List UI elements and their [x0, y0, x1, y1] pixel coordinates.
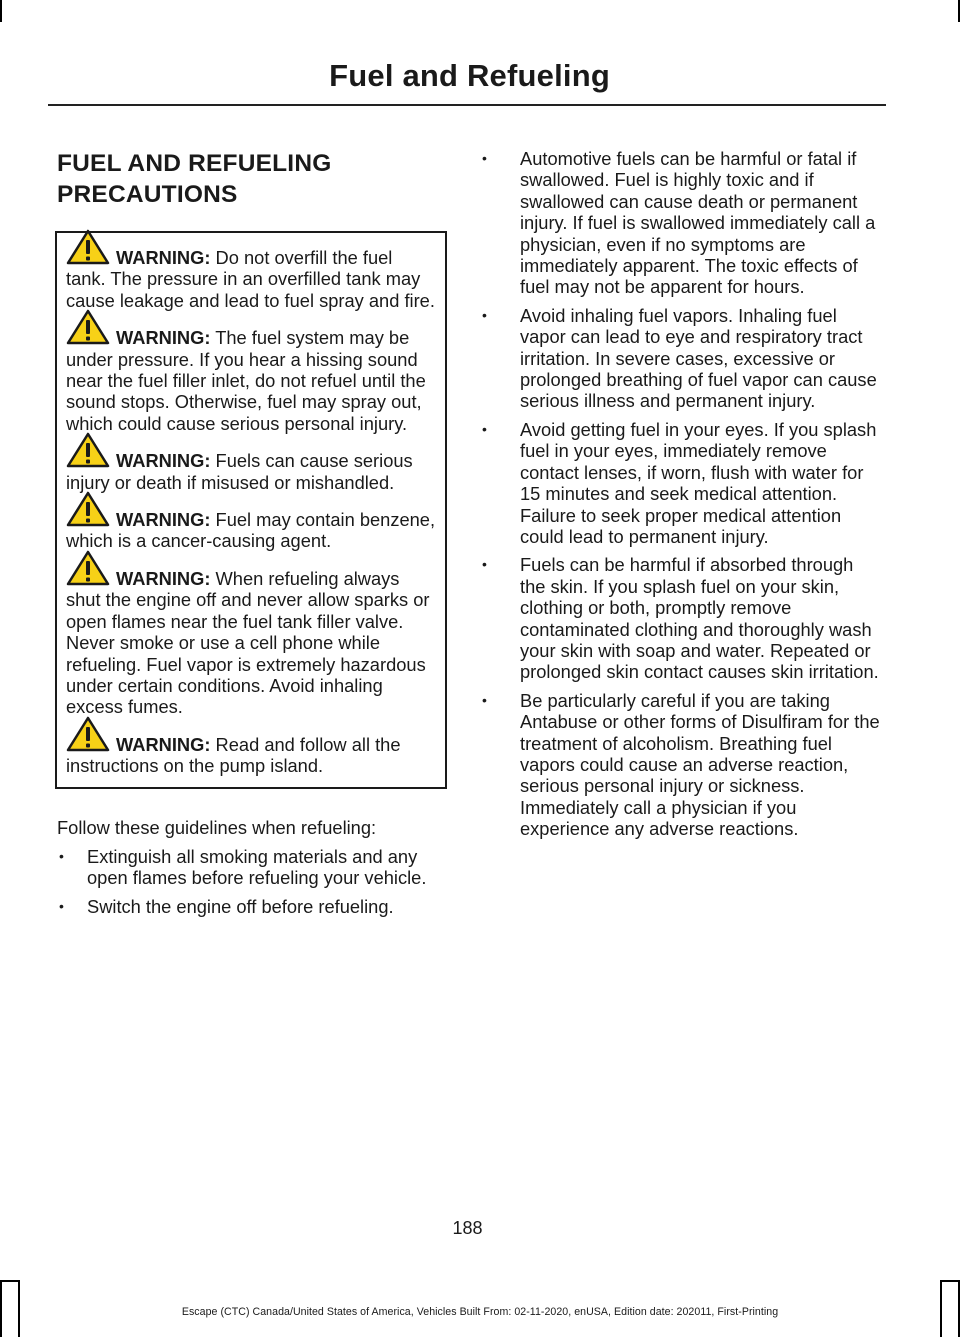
page-header-title: Fuel and Refueling	[329, 58, 610, 93]
page-footer: Escape (CTC) Canada/United States of America, Vehicles Built From: 02-11-2020, enUSA, Edition date: 202011, First-Printing	[181, 1306, 779, 1318]
warning-text: Fuel may contain benzene, which is a cancer-causing agent.	[66, 509, 436, 552]
warning-paragraph	[66, 732, 437, 777]
warning-triangle-icon	[66, 716, 112, 752]
header-divider	[48, 104, 886, 106]
list-item: • Fuels can be harmful if absorbed through the skin. If you splash fuel on your skin, clothing or both, promptly remove contaminated clothing and thoroughly wash your skin with soap and water. Repeated or prolonged skin contact causes skin irritation.	[478, 554, 880, 682]
warnings-box	[55, 231, 447, 789]
left-column	[55, 148, 447, 924]
list-item: • Extinguish all smoking materials and any open flames before refueling your vehicle.	[55, 846, 447, 889]
warning-label: WARNING:	[116, 450, 211, 472]
warning-text: The fuel system may be under pressure. If you hear a hissing sound near the fuel filler inlet, do not refuel until the sound stops. Otherwise, fuel may spray out, which could cause serious personal injury.	[66, 327, 426, 434]
list-item: • Switch the engine off before refueling.	[55, 896, 447, 917]
warning-text: Fuels can cause serious injury or death if misused or mishandled.	[66, 450, 413, 493]
warning-text: Do not overfill the fuel tank. The pressure in an overfilled tank may cause leakage and lead to fuel spray and fire.	[66, 247, 435, 311]
list-item: • Automotive fuels can be harmful or fatal if swallowed. Fuel is highly toxic and if swallowed can cause death or permanent injury. If fuel is swallowed immediately call a physician, even if no symptoms are immediately apparent. The toxic effects of fuel may not be apparent for hours.	[478, 148, 880, 298]
warning-text: Read and follow all the instructions on the pump island.	[66, 733, 401, 777]
warning-triangle-icon	[66, 432, 112, 468]
list-item: • Avoid getting fuel in your eyes. If you splash fuel in your eyes, immediately remove contact lenses, if worn, flush with water for 15 minutes and seek medical attention. Failure to seek proper medical attention could lead to permanent injury.	[478, 419, 880, 547]
warning-label: WARNING:	[116, 327, 211, 349]
warning-label: WARNING:	[116, 247, 211, 268]
warning-triangle-icon	[66, 309, 112, 345]
right-column	[478, 148, 880, 847]
warning-paragraph	[66, 566, 437, 718]
warning-paragraph	[66, 325, 437, 434]
warning-text: When refueling always shut the engine off and never allow sparks or open flames near the fuel tank filler valve. Never smoke or use a cell phone while refueling. Fuel vapor is extremely hazardous under certain conditions. Avoid inhaling excess fumes.	[66, 567, 430, 718]
warning-triangle-icon	[66, 229, 112, 265]
warning-triangle-icon	[66, 491, 112, 527]
warning-triangle-icon	[66, 550, 112, 586]
warning-paragraph	[66, 245, 437, 311]
section-title-line2: PRECAUTIONS	[57, 181, 238, 208]
section-title-line1: FUEL AND REFUELING	[57, 150, 332, 177]
crop-mark-top-left-v	[0, 0, 2, 22]
crop-mark-bottom-right-h	[940, 1280, 960, 1282]
section-title	[57, 148, 447, 210]
warning-label: WARNING:	[116, 567, 211, 589]
guidelines-right-list	[478, 148, 880, 840]
crop-mark-bottom-left-h	[0, 1280, 20, 1282]
warning-paragraph	[66, 507, 437, 552]
warning-label: WARNING:	[116, 509, 211, 531]
page-number: 188	[452, 1218, 483, 1238]
list-item: • Be particularly careful if you are taking Antabuse or other forms of Disulfiram for the treatment of alcoholism. Breathing fuel vapors could cause an adverse reaction, serious personal injury or sickness. Immediately call a physician if you experience any adverse reactions.	[478, 690, 880, 840]
list-item: • Avoid inhaling fuel vapors. Inhaling fuel vapor can lead to eye and respiratory tract irritation. In severe cases, excessive or prolonged breathing of fuel vapor can cause serious illness and permanent injury.	[478, 305, 880, 412]
warning-label: WARNING:	[116, 733, 211, 755]
guidelines-left-list	[55, 846, 447, 917]
warning-paragraph	[66, 448, 437, 493]
guidelines-intro: Follow these guidelines when refueling:	[57, 816, 377, 838]
